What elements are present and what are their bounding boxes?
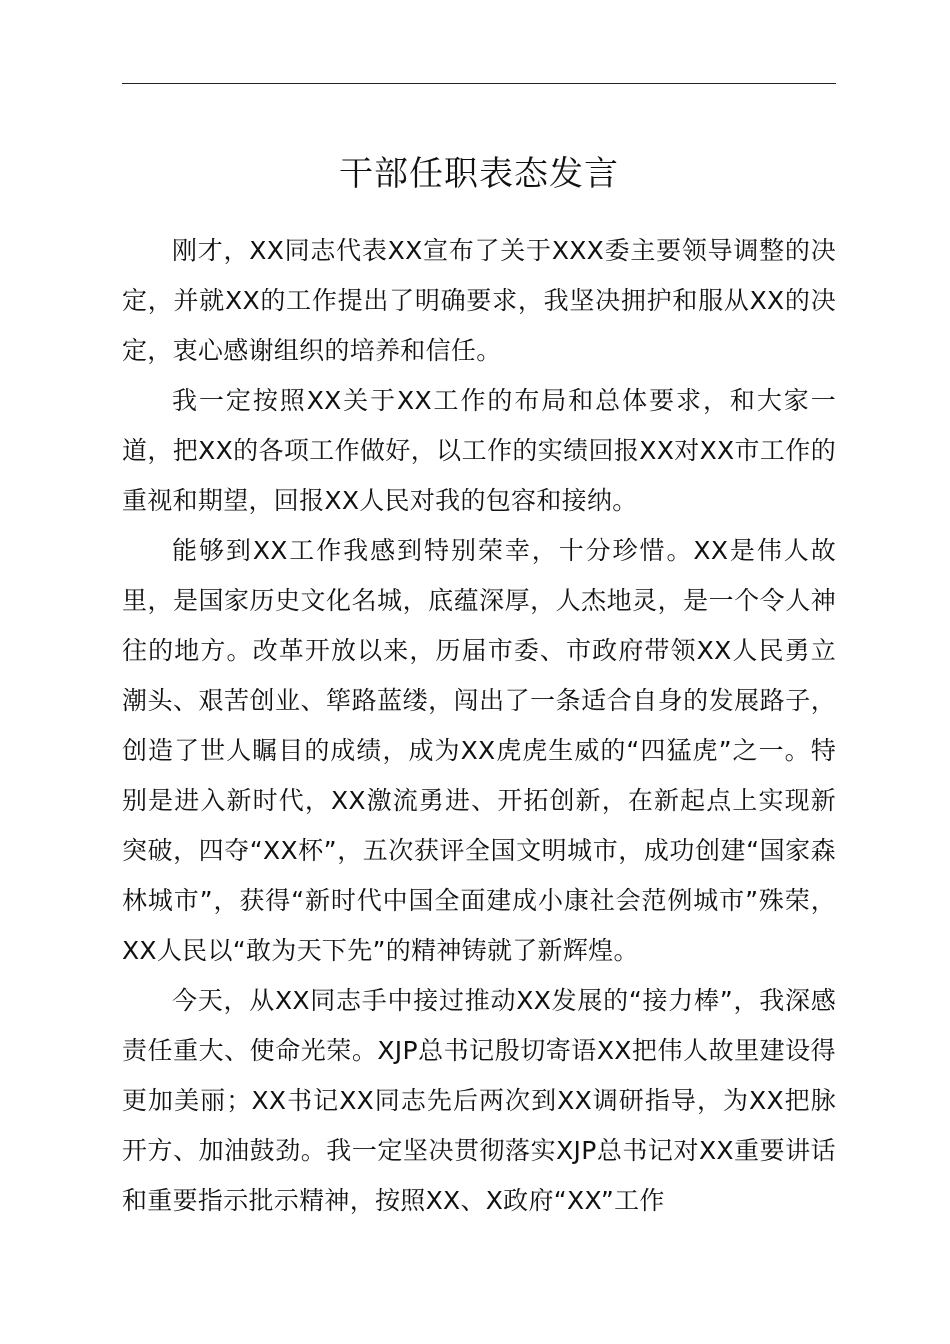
paragraph-4: 今天，从XX同志手中接过推动XX发展的“接力棒”，我深感责任重大、使命光荣。XJP总书记殷切寄语XX把伟人故里建设得更加美丽；XX书记XX同志先后两次到XX调研指导，为XX把脉开方、加油鼓劲。我一定坚决贯彻落实XJP总书记对XX重要讲话和重要指示批示精神，按照XX、X政府“XX”工作 [122,986,836,1215]
header-rule [122,83,836,84]
paragraph-3: 能够到XX工作我感到特别荣幸，十分珍惜。XX是伟人故里，是国家历史文化名城，底蕴深厚，人杰地灵，是一个令人神往的地方。改革开放以来，历届市委、市政府带领XX人民勇立潮头、艰苦创业、筚路蓝缕，闯出了一条适合自身的发展路子，创造了世人瞩目的成绩，成为XX虎虎生威的“四猛虎”之一。特别是进入新时代，XX激流勇进、开拓创新，在新起点上实现新突破，四夺“XX杯”，五次获评全国文明城市，成功创建“国家森林城市”，获得“新时代中国全面建成小康社会范例城市”殊荣，XX人民以“敢为天下先”的精神铸就了新辉煌。 [122,536,836,965]
document-title: 干部任职表态发言 [339,154,619,194]
paragraph-1: 刚才，XX同志代表XX宣布了关于XXX委主要领导调整的决定，并就XX的工作提出了明确要求，我坚决拥护和服从XX的决定，衷心感谢组织的培养和信任。 [122,236,836,365]
paragraph-2: 我一定按照XX关于XX工作的布局和总体要求，和大家一道，把XX的各项工作做好，以工作的实绩回报XX对XX市工作的重视和期望，回报XX人民对我的包容和接纳。 [122,386,836,515]
document-body [122,226,836,1226]
